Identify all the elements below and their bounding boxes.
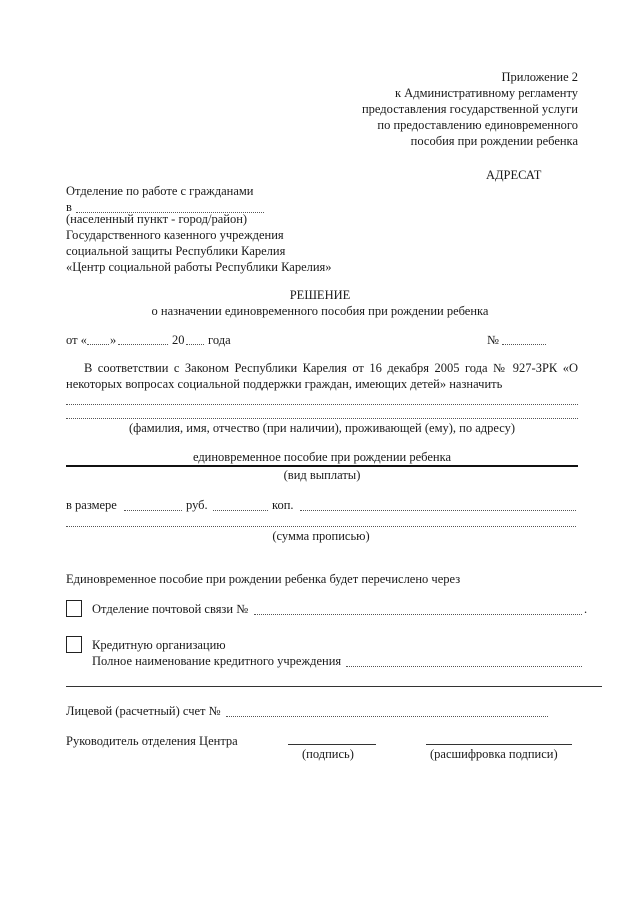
amount-caption: (сумма прописью): [272, 529, 370, 543]
date-year-prefix: 20: [172, 333, 185, 347]
addressee-label: АДРЕСАТ: [486, 168, 542, 182]
department-line-4: Государственного казенного учреждения: [66, 228, 284, 242]
payment-type-caption: (вид выплаты): [283, 468, 361, 482]
head-label: Руководитель отделения Центра: [66, 734, 238, 748]
department-line-3: (населенный пункт - город/район): [66, 212, 248, 226]
appendix-line-3: предоставления государственной услуги: [361, 102, 578, 116]
date-month-field[interactable]: [118, 344, 168, 345]
signature-field[interactable]: [288, 744, 376, 745]
post-office-number-field[interactable]: [254, 614, 582, 615]
date-prefix: от «: [66, 333, 87, 347]
credit-org-checkbox[interactable]: [66, 636, 82, 653]
body-paragraph: В соответствии с Законом Республики Карелия от 16 декабря 2005 года № 927-ЗРК «О некоторых вопросах социальной поддержки граждан, имеющих детей» назначить: [66, 361, 578, 391]
appendix-line-1: Приложение 2: [501, 70, 578, 84]
amount-rub-field[interactable]: [124, 510, 182, 511]
amount-kop-label: коп.: [272, 498, 294, 512]
fio-field-line-2[interactable]: [66, 418, 578, 419]
payment-type-value: единовременное пособие при рождении ребенка: [192, 450, 452, 464]
credit-org-fullname-label: Полное наименование кредитного учреждения: [92, 654, 342, 668]
transfer-text: Единовременное пособие при рождении ребенка будет перечислено через: [66, 572, 461, 586]
amount-kop-field[interactable]: [213, 510, 268, 511]
credit-org-label: Кредитную организацию: [92, 638, 226, 652]
amount-extra-field[interactable]: [300, 510, 576, 511]
department-line-2-prefix: в: [66, 200, 72, 214]
credit-org-fullname-field[interactable]: [346, 666, 582, 667]
account-label: Лицевой (расчетный) счет №: [66, 704, 221, 718]
document-title: РЕШЕНИЕ: [289, 288, 351, 302]
appendix-line-4: по предоставлению единовременного: [377, 118, 578, 132]
document-subtitle: о назначении единовременного пособия при рождении ребенка: [151, 304, 489, 318]
appendix-line-2: к Административному регламенту: [394, 86, 578, 100]
department-line-5: социальной защиты Республики Карелия: [66, 244, 286, 258]
decision-number-label: №: [487, 333, 499, 347]
date-year-field[interactable]: [186, 344, 204, 345]
amount-rub-label: руб.: [186, 498, 208, 512]
date-quote-close: »: [110, 333, 117, 347]
post-office-label: Отделение почтовой связи №: [92, 602, 249, 616]
decision-number-field[interactable]: [502, 344, 546, 345]
date-day-field[interactable]: [87, 344, 109, 345]
department-line-6: «Центр социальной работы Республики Карелия»: [66, 260, 332, 274]
signature-decode-field[interactable]: [426, 744, 572, 745]
department-line-1: Отделение по работе с гражданами: [66, 184, 254, 198]
signature-decode-caption: (расшифровка подписи): [430, 747, 558, 761]
credit-org-fullname-field-2[interactable]: [66, 686, 602, 687]
date-year-suffix: года: [208, 333, 231, 347]
appendix-line-5: пособия при рождении ребенка: [410, 134, 578, 148]
amount-prefix: в размере: [66, 498, 117, 512]
fio-field-line-1[interactable]: [66, 404, 578, 405]
post-office-end: .: [584, 602, 588, 616]
post-office-checkbox[interactable]: [66, 600, 82, 617]
amount-words-field[interactable]: [66, 526, 576, 527]
payment-type-underline: [66, 465, 578, 467]
signature-caption: (подпись): [302, 747, 354, 761]
fio-caption: (фамилия, имя, отчество (при наличии), проживающей (ему), по адресу): [128, 421, 516, 435]
account-number-field[interactable]: [226, 716, 548, 717]
